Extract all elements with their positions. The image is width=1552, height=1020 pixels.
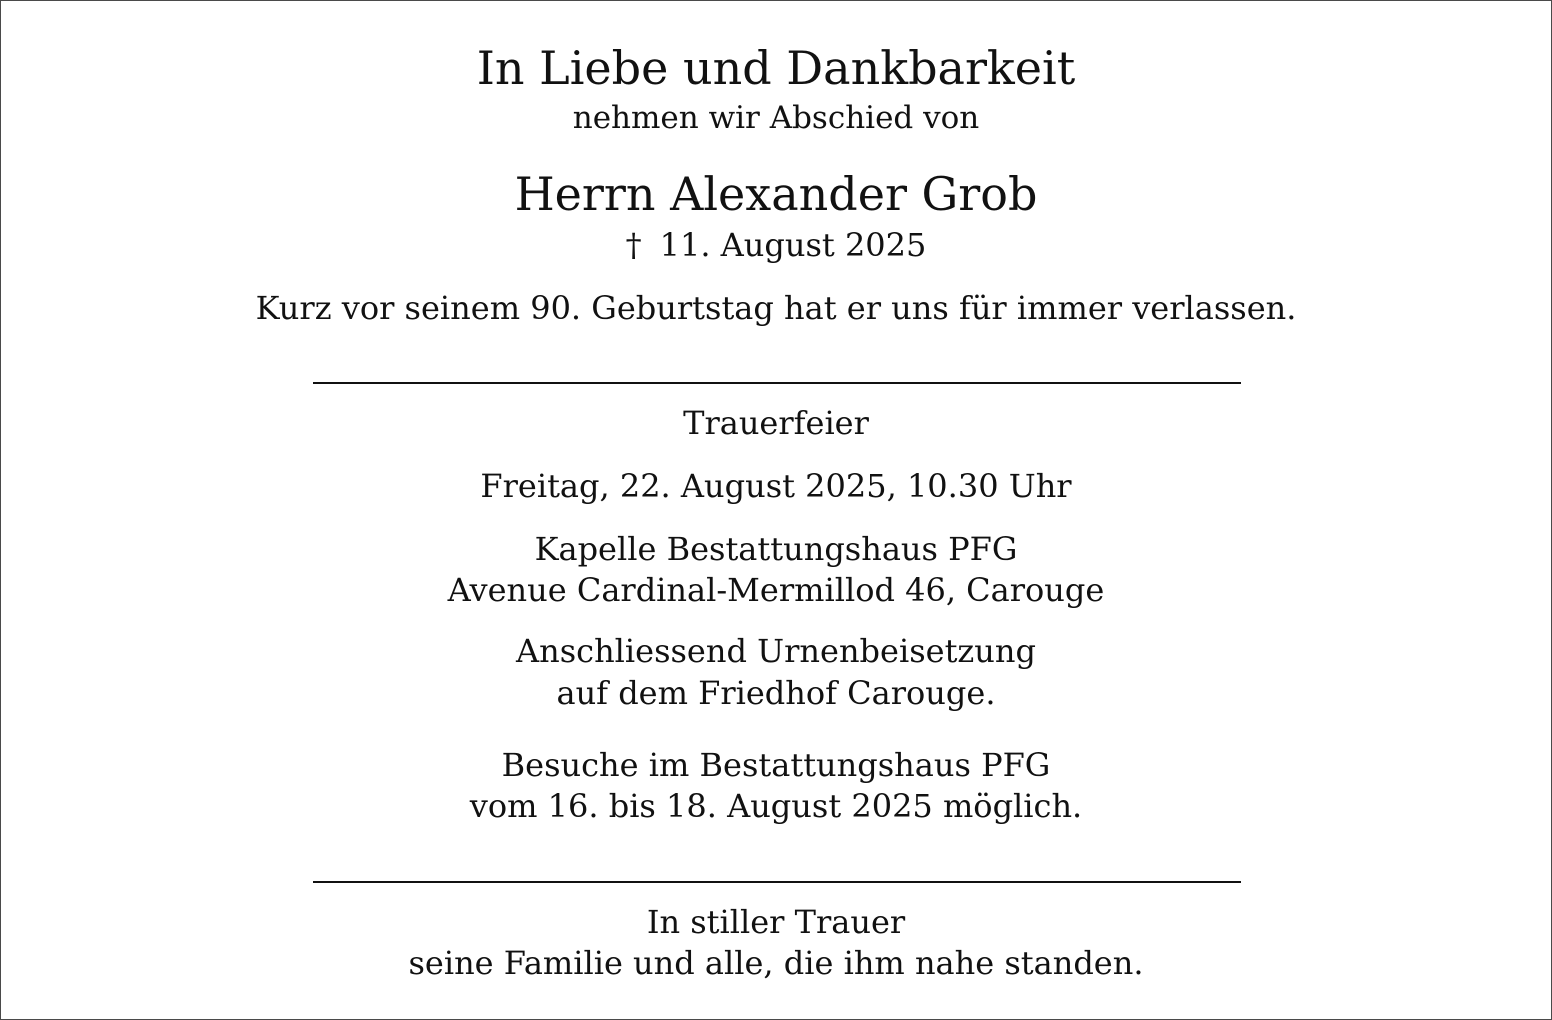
deceased-name: Herrn Alexander Grob	[514, 167, 1038, 221]
death-date: 11. August 2025	[659, 226, 927, 264]
visits-note: Besuche im Bestattungshaus PFG	[501, 746, 1051, 784]
subheadline: nehmen wir Abschied von	[572, 100, 980, 136]
venue-address: Avenue Cardinal-Mermillod 46, Carouge	[447, 571, 1105, 609]
divider-top	[313, 382, 1241, 384]
tribute-text: Kurz vor seinem 90. Geburtstag hat er uns für immer verlassen.	[255, 289, 1297, 327]
visits-dates: vom 16. bis 18. August 2025 möglich.	[469, 787, 1083, 825]
closing-line-1: In stiller Trauer	[646, 903, 906, 941]
closing-line-2: seine Familie und alle, die ihm nahe standen.	[408, 944, 1144, 982]
burial-note: Anschliessend Urnenbeisetzung	[516, 632, 1036, 670]
cross-icon: †	[625, 226, 642, 264]
burial-place: auf dem Friedhof Carouge.	[556, 674, 996, 712]
death-date-line	[1, 226, 1551, 264]
ceremony-title: Trauerfeier	[683, 404, 869, 442]
divider-bottom	[313, 881, 1241, 883]
venue-name: Kapelle Bestattungshaus PFG	[534, 530, 1018, 568]
headline: In Liebe und Dankbarkeit	[476, 41, 1076, 95]
ceremony-datetime: Freitag, 22. August 2025, 10.30 Uhr	[480, 467, 1072, 505]
